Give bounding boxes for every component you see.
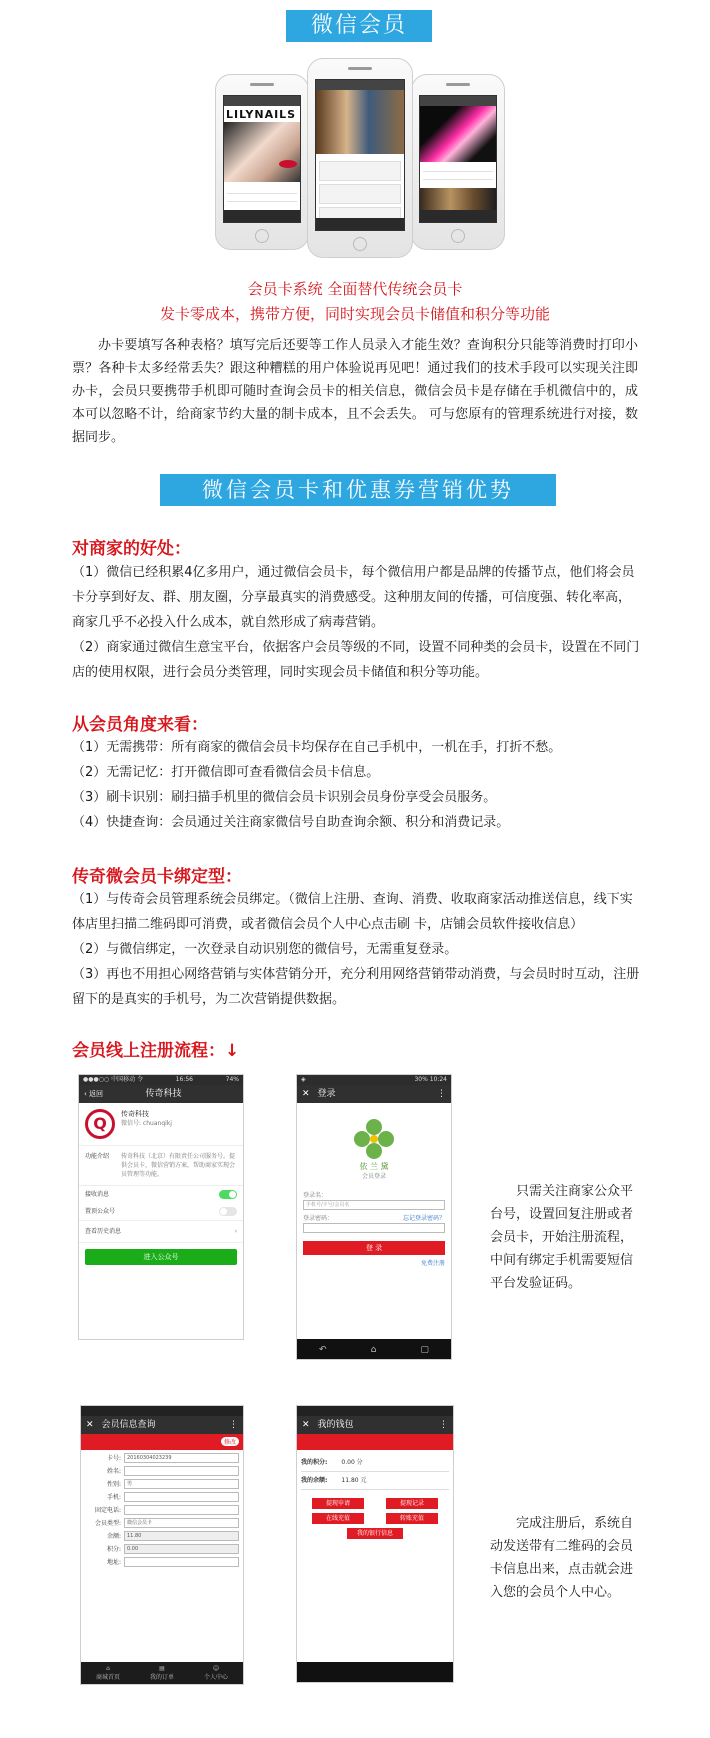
- close-icon[interactable]: ✕: [86, 1420, 94, 1430]
- phone-right: [411, 74, 505, 250]
- close-icon[interactable]: ✕: [302, 1420, 310, 1430]
- shield-icon: ◈: [301, 1076, 306, 1083]
- wallet-body: 我的积分: 0.00 分 我的余额: 11.80 元 提现申请 提现记录 在线充值 转账充值 我的银行信息: [297, 1450, 453, 1662]
- back-button[interactable]: ‹ 返回: [84, 1090, 104, 1098]
- screen-title: 我的钱包: [317, 1420, 354, 1430]
- done-note: 完成注册后，系统自动发送带有二维码的会员卡信息出来，点击就会进入您的会员个人中心。: [490, 1516, 634, 1600]
- tagline-2: 发卡零成本，携带方便，同时实现会员卡储值和积分等功能: [159, 305, 550, 323]
- title-bar: [79, 1085, 243, 1103]
- list-item: （3）再也不用担心网络营销与实体营销分开，充分利用网络营销带动消费，与会员时时互动，注册留下的是真实的手机号，为二次营销提供数据。: [72, 967, 640, 1007]
- back-icon[interactable]: ↶: [319, 1345, 327, 1355]
- recent-apps-icon[interactable]: ▢: [420, 1345, 429, 1355]
- more-icon[interactable]: ⋮: [439, 1420, 448, 1430]
- title-bar: [297, 1085, 451, 1103]
- more-icon[interactable]: ⋮: [229, 1420, 238, 1430]
- withdraw-record-button[interactable]: 提现记录: [386, 1498, 438, 1509]
- member-fields: 卡号: 20160304023239 姓名: 性别: 男 手机: 固定电话: 会员类型: 微信会员卡 余额: 11.80 积分: 0.00 地址:: [81, 1450, 243, 1573]
- screen-title: 会员信息查询: [101, 1420, 156, 1430]
- online-recharge-button[interactable]: 在线充值: [312, 1513, 364, 1524]
- red-header: [81, 1434, 243, 1450]
- binding-heading: 传奇微会员卡绑定型：: [72, 867, 242, 887]
- official-account-screenshot: [78, 1074, 244, 1340]
- withdraw-apply-button[interactable]: 提现申请: [312, 1498, 364, 1509]
- title-bar: [297, 1416, 453, 1434]
- member-type-field[interactable]: 微信会员卡: [124, 1518, 239, 1528]
- red-header: [297, 1434, 453, 1450]
- member-info-screenshot: [80, 1405, 244, 1685]
- member-heading: 从会员角度来看：: [72, 715, 208, 735]
- receive-row: 接收消息: [79, 1186, 243, 1203]
- merchant-heading: 对商家的好处：: [72, 539, 191, 559]
- section-banner: 微信会员卡和优惠券营销优势: [160, 474, 556, 506]
- account-header: [79, 1103, 243, 1146]
- wallet-screenshot: [296, 1405, 454, 1683]
- home-icon[interactable]: ⌂: [370, 1345, 377, 1355]
- login-subtitle: 会员登录: [361, 1173, 386, 1180]
- name-field[interactable]: [124, 1466, 239, 1476]
- nav-profile[interactable]: ☺ 个人中心: [203, 1665, 228, 1681]
- more-icon[interactable]: ⋮: [437, 1089, 446, 1099]
- intro-row: 功能介绍 传奇科技（北京）有限责任公司服务号。提供会员卡、微信营销方案，帮助商家实现会员管理等功能。: [79, 1146, 243, 1186]
- balance-value: 11.80 元: [341, 1477, 367, 1484]
- password-field[interactable]: [303, 1223, 445, 1233]
- edit-tag[interactable]: 修改: [221, 1437, 239, 1446]
- title-bar: [81, 1416, 243, 1434]
- close-icon[interactable]: ✕: [302, 1089, 310, 1099]
- clover-logo-icon: [354, 1119, 394, 1159]
- phone-middle: [307, 58, 413, 258]
- balance-field: 11.80: [124, 1531, 239, 1541]
- login-screenshot: [296, 1074, 452, 1360]
- list-item: （1）与传奇会员管理系统会员绑定。（微信上注册、查询、消费、收取商家活动推送信息，线下实体店里扫描二维码即可消费，或者微信会员个人中心点击刷 卡，店铺会员软件接收信息）: [72, 892, 633, 932]
- chuanqi-logo-icon: Q: [85, 1109, 115, 1139]
- pin-row: 置顶公众号: [79, 1203, 243, 1221]
- phone-field[interactable]: [124, 1492, 239, 1502]
- list-item: （4）快捷查询：会员通过关注商家微信号自助查询余额、积分和消费记录。: [72, 815, 510, 830]
- screen-title: 登录: [317, 1089, 336, 1099]
- bank-info-button[interactable]: 我的银行信息: [347, 1528, 403, 1539]
- brand-name: 依 兰 黛: [359, 1162, 389, 1171]
- list-item: （2）无需记忆：打开微信即可查看微信会员卡信息。: [72, 765, 380, 780]
- title-banner: 微信会员: [286, 10, 432, 42]
- android-nav-bar: [297, 1341, 451, 1359]
- merchant-list: [72, 560, 640, 685]
- transfer-recharge-button[interactable]: 转账充值: [386, 1513, 438, 1524]
- gender-select[interactable]: 男: [124, 1479, 239, 1489]
- receive-toggle[interactable]: [219, 1190, 237, 1199]
- nav-orders[interactable]: ▤ 我的订单: [149, 1665, 174, 1681]
- member-list: [72, 735, 640, 835]
- pin-toggle[interactable]: [219, 1207, 237, 1216]
- list-item: （1）无需携带：所有商家的微信会员卡均保存在自己手机中，一机在手，打折不愁。: [72, 740, 562, 755]
- bottom-nav: [81, 1662, 243, 1684]
- chevron-right-icon: ›: [234, 1228, 237, 1235]
- login-body: 依 兰 黛 会员登录 登录名： 手机号/卡号/会员名 登录密码： 忘记登录密码？ 登 录 免费注册: [297, 1103, 451, 1339]
- username-field[interactable]: 手机号/卡号/会员名: [303, 1200, 445, 1210]
- phones-hero-image: [215, 58, 505, 258]
- address-field[interactable]: [124, 1557, 239, 1567]
- intro-paragraph: 办卡要填写各种表格？填写完后还要等工作人员录入才能生效？查询积分只能等消费时打印小票？各种卡太多经常丢失？跟这种糟糕的用户体验说再见吧！通过我们的技术手段可以实现关注即办卡，会员只要携带手机即可随时查询会员卡的相关信息，微信会员卡是存储在手机微信中的，成本可以忽略不计，给商家节约大量的制卡成本，且不会丢失。 可与您原有的管理系统进行对接，数据同步。: [72, 338, 638, 445]
- status-bar: ●●●○○ 中国移动 令 16:56 74%: [79, 1075, 243, 1085]
- register-link[interactable]: 免费注册: [420, 1260, 445, 1267]
- list-item: （1）微信已经积累4亿多用户，通过微信会员卡，每个微信用户都是品牌的传播节点，他们将会员卡分享到好友、群、朋友圈，分享最真实的消费感受。这种朋友间的传播，可信度强、转化率高，商家几乎不必投入什么成本，就自然形成了病毒营销。: [72, 565, 635, 630]
- list-item: （2）与微信绑定，一次登录自动识别您的微信号，无需重复登录。: [72, 942, 458, 957]
- landline-field[interactable]: [124, 1505, 239, 1515]
- points-field: 0.00: [124, 1544, 239, 1554]
- tagline-1: 会员卡系统 全面替代传统会员卡: [247, 280, 463, 298]
- login-button[interactable]: 登 录: [303, 1241, 445, 1255]
- lilynails-logo: LILYNAILS: [226, 108, 297, 121]
- list-item: （2）商家通过微信生意宝平台，依据客户会员等级的不同，设置不同种类的会员卡，设置在不同门店的使用权限，进行会员分类管理，同时实现会员卡储值和积分等功能。: [72, 640, 640, 680]
- nav-home[interactable]: ⌂ 商城首页: [95, 1665, 120, 1681]
- flow-heading: 会员线上注册流程：↓: [72, 1041, 240, 1061]
- account-id: 微信号: chuanqikj: [121, 1120, 172, 1127]
- enter-account-button[interactable]: 进入公众号: [85, 1249, 237, 1265]
- history-row[interactable]: 查看历史消息 ›: [79, 1221, 243, 1243]
- card-number-field[interactable]: 20160304023239: [124, 1453, 239, 1463]
- status-bar: ◈ 30% 10:24: [297, 1075, 451, 1085]
- account-name: 传奇科技: [121, 1110, 149, 1118]
- screen-title: 传奇科技: [145, 1089, 182, 1099]
- binding-list: [72, 887, 640, 1012]
- points-value: 0.00 分: [341, 1459, 363, 1466]
- forgot-password-link[interactable]: 忘记登录密码？: [402, 1215, 445, 1222]
- list-item: （3）刷卡识别：刷扫描手机里的微信会员卡识别会员身份享受会员服务。: [72, 790, 497, 805]
- phone-left: [215, 74, 309, 250]
- register-note: 只需关注商家公众平台号，设置回复注册或者会员卡，开始注册流程，中间有绑定手机需要短信平台发验证码。: [490, 1184, 634, 1291]
